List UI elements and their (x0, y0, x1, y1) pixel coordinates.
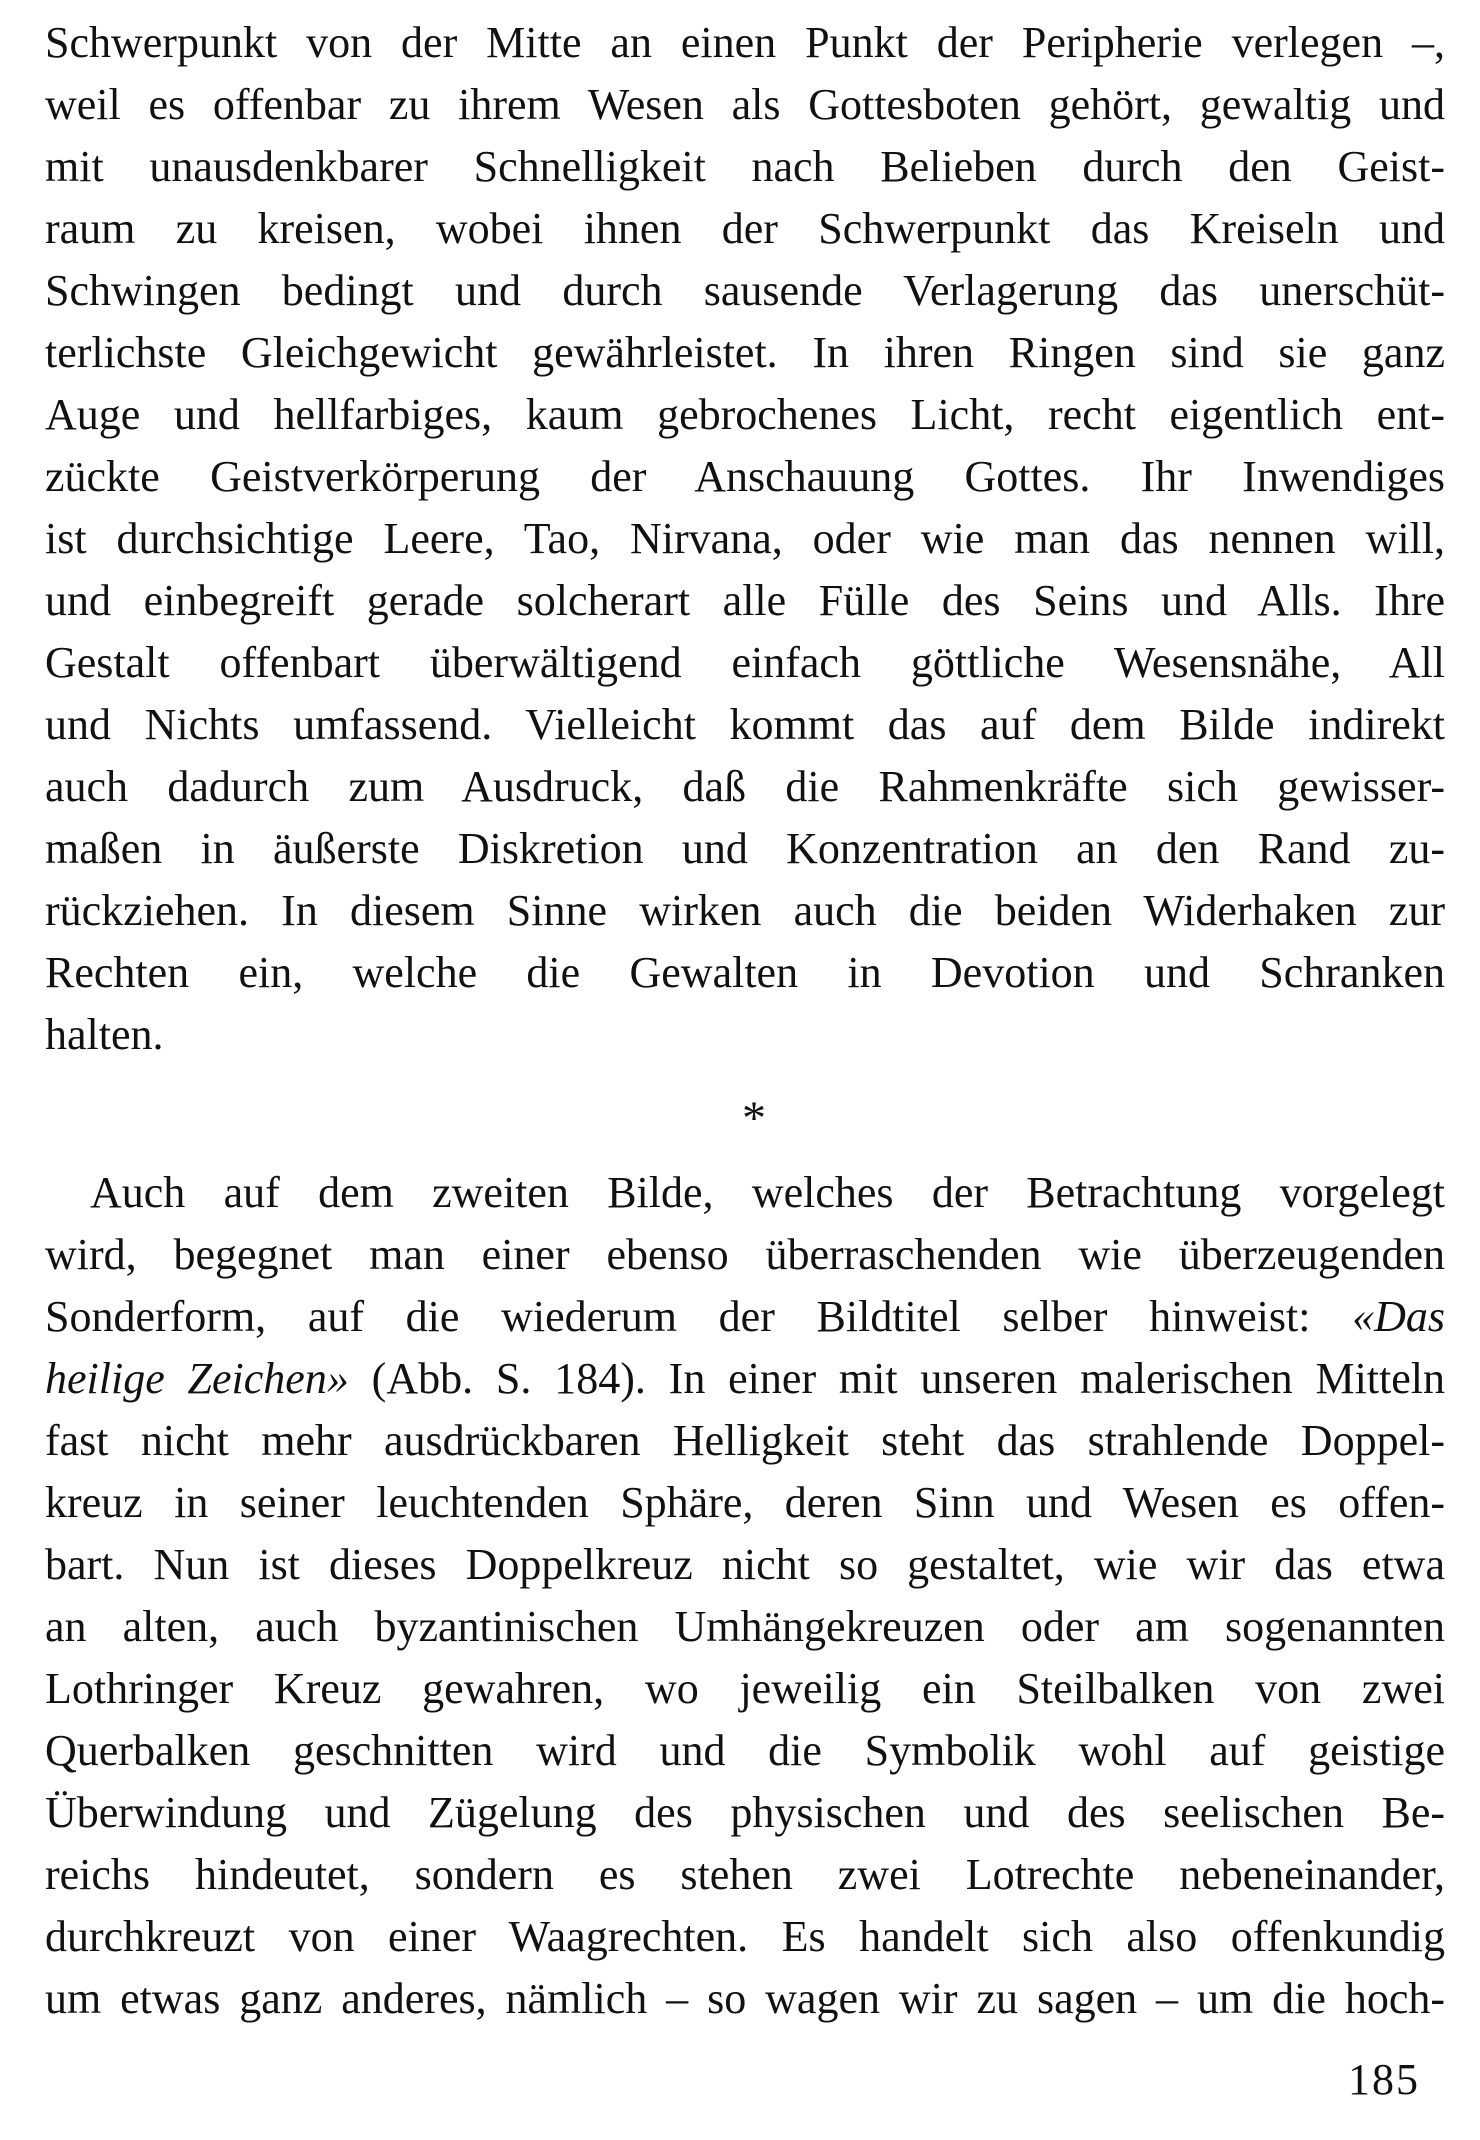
page-number: 185 (1348, 2055, 1420, 2104)
text-line: Sonderform, auf die wiederum der Bildtitel selber hinweist: «Das (45, 1292, 1445, 1341)
text-line: zückte Geistverkörperung der Anschauung Gottes. Ihr Inwendiges (45, 452, 1445, 501)
text-line: Lothringer Kreuz gewahren, wo jeweilig ein Steilbalken von zwei (45, 1664, 1445, 1713)
text-line: weil es offenbar zu ihrem Wesen als Gottesboten gehört, gewaltig und (45, 80, 1445, 129)
text-line: an alten, auch byzantinischen Umhängekreuzen oder am sogenannten (45, 1602, 1445, 1651)
text-line: Querbalken geschnitten wird und die Symbolik wohl auf geistige (45, 1726, 1445, 1775)
text-line: Auch auf dem zweiten Bilde, welches der Betrachtung vorgelegt (90, 1168, 1445, 1217)
section-separator: * (742, 1092, 766, 1145)
text-line: terlichste Gleichgewicht gewährleistet. In ihren Ringen sind sie ganz (45, 328, 1445, 377)
text-line: rückziehen. In diesem Sinne wirken auch die beiden Widerhaken zur (45, 886, 1445, 935)
artwork-title: heilige Zeichen» (45, 1354, 349, 1403)
text-line: ist durchsichtige Leere, Tao, Nirvana, oder wie man das nennen will, (45, 514, 1445, 563)
text-line: um etwas ganz anderes, nämlich – so wagen wir zu sagen – um die hoch- (45, 1974, 1445, 2023)
text-line: auch dadurch zum Ausdruck, daß die Rahmenkräfte sich gewisser- (45, 762, 1445, 811)
text-line: fast nicht mehr ausdrückbaren Helligkeit steht das strahlende Doppel- (45, 1416, 1445, 1465)
text-line: durchkreuzt von einer Waagrechten. Es handelt sich also offenkundig (45, 1912, 1445, 1961)
text-line: bart. Nun ist dieses Doppelkreuz nicht so gestaltet, wie wir das etwa (45, 1540, 1445, 1589)
text-line: kreuz in seiner leuchtenden Sphäre, deren Sinn und Wesen es offen- (45, 1478, 1445, 1527)
text-line: halten. (45, 1010, 164, 1059)
text-line: raum zu kreisen, wobei ihnen der Schwerpunkt das Kreiseln und (45, 204, 1445, 253)
text-line: Schwingen bedingt und durch sausende Verlagerung das unerschüt- (45, 266, 1445, 315)
artwork-title: «Das (1352, 1292, 1445, 1341)
text-line: Rechten ein, welche die Gewalten in Devotion und Schranken (45, 948, 1445, 997)
text-line: Gestalt offenbart überwältigend einfach göttliche Wesensnähe, All (45, 638, 1445, 687)
text-line: wird, begegnet man einer ebenso überraschenden wie überzeugenden (45, 1230, 1445, 1279)
text-line: reichs hindeutet, sondern es stehen zwei Lotrechte nebeneinander, (45, 1850, 1445, 1899)
text-line: und einbegreift gerade solcherart alle Fülle des Seins und Alls. Ihre (45, 576, 1445, 625)
text-line: und Nichts umfassend. Vielleicht kommt das auf dem Bilde indirekt (45, 700, 1445, 749)
text-line: heilige Zeichen» (Abb. S. 184). In einer mit unseren malerischen Mitteln (45, 1354, 1446, 1403)
text-line: Schwerpunkt von der Mitte an einen Punkt der Peripherie verlegen –, (45, 18, 1445, 67)
text-line: Überwindung und Zügelung des physischen und des seelischen Be- (45, 1788, 1445, 1837)
text-line: Auge und hellfarbiges, kaum gebrochenes Licht, recht eigentlich ent- (45, 390, 1445, 439)
text-line: maßen in äußerste Diskretion und Konzentration an den Rand zu- (45, 824, 1445, 873)
text-line: mit unausdenkbarer Schnelligkeit nach Belieben durch den Geist- (45, 142, 1445, 191)
